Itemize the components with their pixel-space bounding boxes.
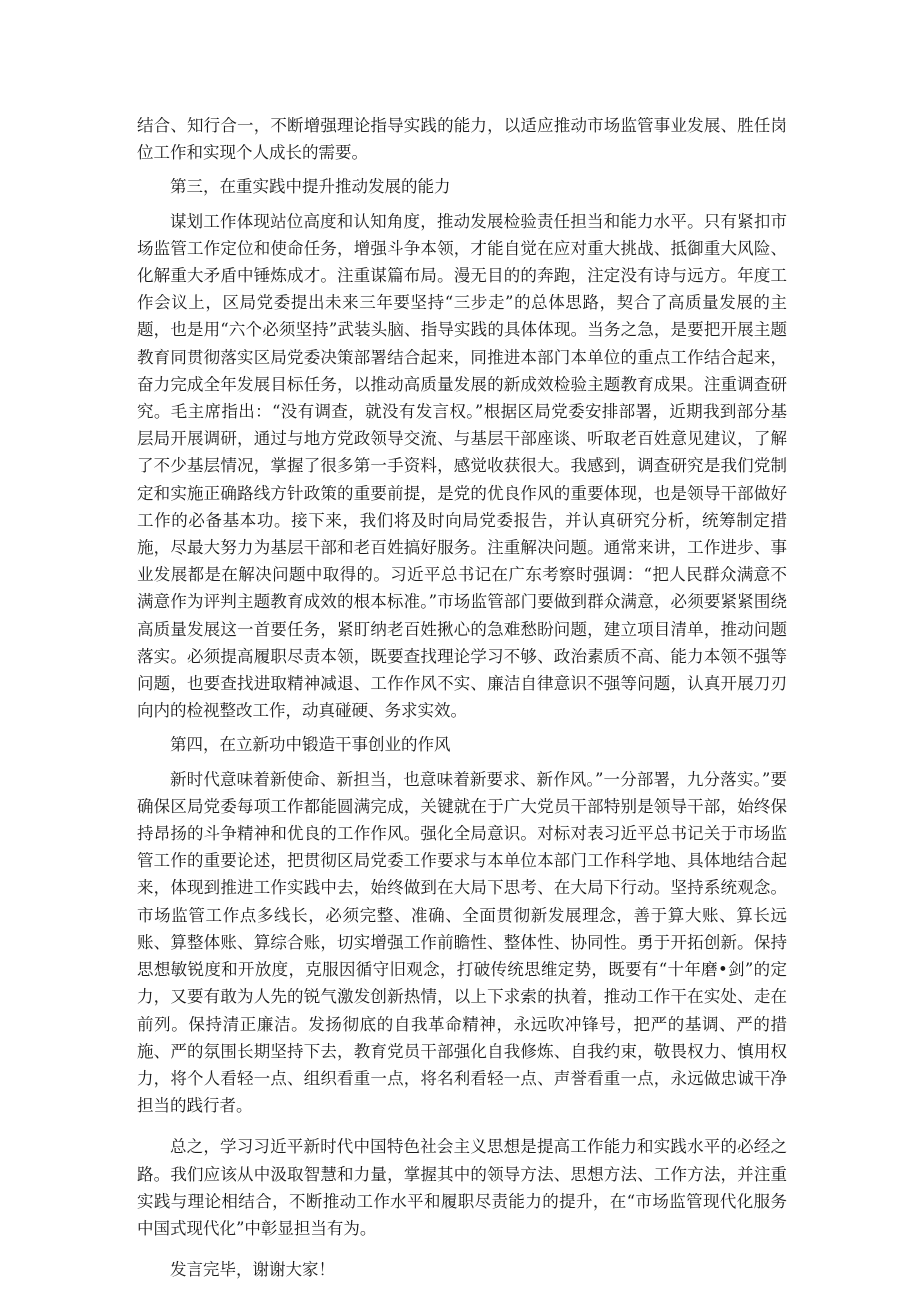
summary-paragraph: 总之，学习习近平新时代中国特色社会主义思想是提高工作能力和实践水平的必经之路。我们应该从中汲取智慧和力量，掌握其中的领导方法、思想方法、工作方法，并注重实践与理论相结合，不断推动工作水平和履职尽责能力的提升，在“市场监管现代化服务中国式现代化”中彰显担当有为。 [137,1137,787,1238]
section-heading-third: 第三，在重实践中提升推动发展的能力 [170,177,451,197]
document-body [137,112,787,1283]
intro-paragraph-tail: 结合、知行合一，不断增强理论指导实践的能力，以适应推动市场监管事业发展、胜任岗位工作和实现个人成长的需要。 [137,116,787,163]
closing-remark: 发言完毕，谢谢大家！ [170,1260,335,1280]
section-heading-fourth: 第四，在立新功中锻造干事创业的作风 [170,735,451,755]
section-paragraph-third: 谋划工作体现站位高度和认知角度，推动发展检验责任担当和能力水平。只有紧扣市场监管工作定位和使命任务，增强斗争本领，才能自觉在应对重大挑战、抵御重大风险、化解重大矛盾中锤炼成才。注重谋篇布局。漫无目的的奔跑，注定没有诗与远方。年度工作会议上，区局党委提出未来三年要坚持“三步走”的总体思路，契合了高质量发展的主题，也是用“六个必须坚持”武装头脑、指导实践的具体体现。当务之急，是要把开展主题教育同贯彻落实区局党委决策部署结合起来，同推进本部门本单位的重点工作结合起来，奋力完成全年发展目标任务，以推动高质量发展的新成效检验主题教育成果。注重调查研究。毛主席指出：“没有调查，就没有发言权。”根据区局党委安排部署，近期我到部分基层局开展调研，通过与地方党政领导交流、与基层干部座谈、听取老百姓意见建议，了解了不少基层情况，掌握了很多第一手资料，感觉收获很大。我感到，调查研究是我们党制定和实施正确路线方针政策的重要前提，是党的优良作风的重要体现，也是领导干部做好工作的必备基本功。接下来，我们将及时向局党委报告，并认真研究分析，统筹制定措施，尽最大努力为基层干部和老百姓搞好服务。注重解决问题。通常来讲，工作进步、事业发展都是在解决问题中取得的。习近平总书记在广东考察时强调：“把人民群众满意不满意作为评判主题教育成效的根本标准。”市场监管部门要做到群众满意，必须要紧紧围绕高质量发展这一首要任务，紧盯纳老百姓揪心的急难愁盼问题，建立项目清单，推动问题落实。必须提高履职尽责本领，既要查找理论学习不够、政治素质不高、能力本领不强等问题，也要查找进取精神减退、工作作风不实、廉洁自律意识不强等问题，认真开展刀刃向内的检视整改工作，动真碰硬、务求实效。 [137,211,787,721]
section-paragraph-fourth: 新时代意味着新使命、新担当，也意味着新要求、新作风。”一分部署，九分落实。”要确保区局党委每项工作都能圆满完成，关键就在于广大党员干部特别是领导干部，始终保持昂扬的斗争精神和优良的工作作风。强化全局意识。对标对表习近平总书记关于市场监管工作的重要论述，把贯彻区局党委工作要求与本单位本部门工作科学地、具体地结合起来，体现到推进工作实践中去，始终做到在大局下思考、在大局下行动。坚持系统观念。市场监管工作点多线长，必须完整、准确、全面贯彻新发展理念，善于算大账、算长远账、算整体账、算综合账，切实增强工作前瞻性、整体性、协同性。勇于开拓创新。保持思想敏锐度和开放度，克服因循守旧观念，打破传统思维定势，既要有“十年磨•剑”的定力，又要有敢为人先的锐气激发创新热情，以上下求索的执着，推动工作干在实处、走在前列。保持清正廉洁。发扬彻底的自我革命精神，永远吹冲锋号，把严的基调、严的措施、严的氛围长期坚持下去，教育党员干部强化自我修炼、自我约束，敬畏权力、慎用权力，将个人看轻一点、组织看重一点，将名利看轻一点、声誉看重一点，永远做忠诚干净担当的践行者。 [137,769,787,1116]
